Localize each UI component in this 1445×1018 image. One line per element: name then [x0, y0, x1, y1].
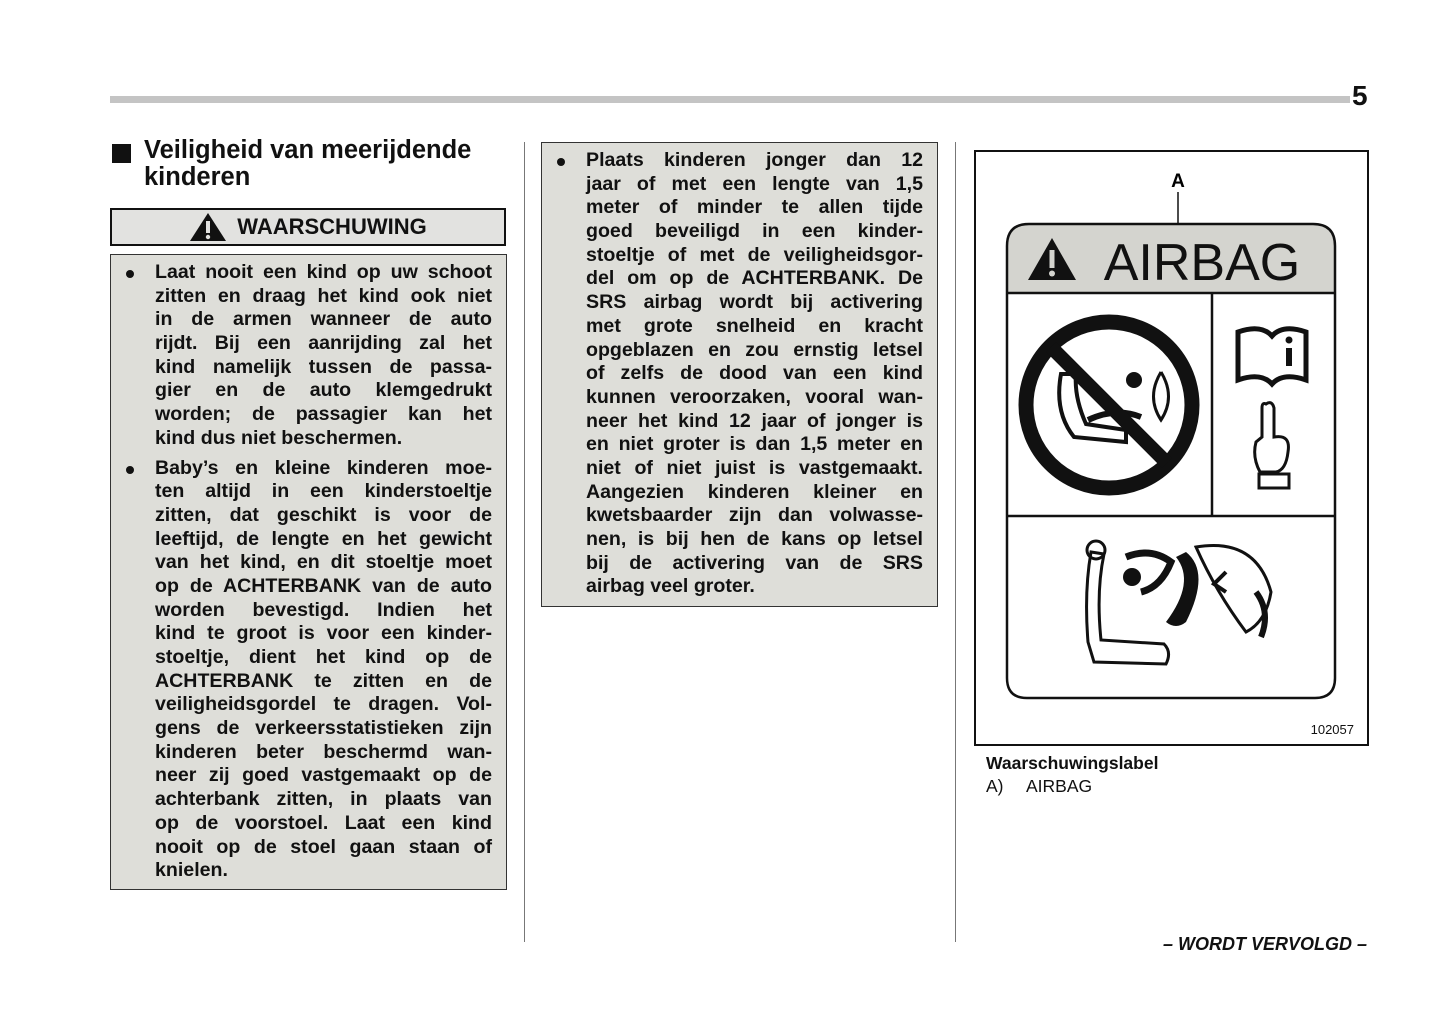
- text-line: ACHTERBANK te zitten en de: [155, 669, 492, 692]
- text-line: worden bevestigd. Indien het: [155, 598, 492, 621]
- text-line: Laat nooit een kind op uw schoot: [155, 261, 492, 283]
- text-line: kunnen veroorzaken, vooral wan-: [586, 385, 923, 408]
- text-line: neer zij goed vastgemaakt op de: [155, 764, 492, 787]
- text-line: kind te groot is voor een kinder-: [155, 622, 492, 645]
- text-line: goed beveiligd in een kinder-: [586, 220, 923, 243]
- callout-letter: A: [1171, 171, 1185, 192]
- text-line: nen, is bij hen de kans op letsel: [586, 528, 923, 550]
- text-line: op de ACHTERBANK van de auto: [155, 574, 492, 597]
- no-child-seat-icon: [1026, 322, 1192, 488]
- text-line: meter of minder te allen tijde: [586, 196, 923, 219]
- text-line: bij de activering van de SRS: [586, 551, 923, 574]
- text-line: achterbank zitten, in plaats van: [155, 788, 492, 811]
- text-line: Aangezien kinderen kleiner en: [586, 480, 923, 503]
- warning-triangle-icon: [189, 212, 227, 242]
- text-line: zitten, dat geschikt is voor de: [155, 503, 492, 526]
- text-line: stoeltje, dient het kind op de: [155, 646, 492, 668]
- bullet-icon: [126, 466, 134, 474]
- text-line: en niet groter is dan 1,5 meter en: [586, 433, 923, 456]
- bullet-icon: [126, 270, 134, 278]
- airbag-warning-figure: [974, 150, 1369, 746]
- text-line: niet of niet juist is vastgemaakt.: [586, 456, 923, 479]
- text-line: leeftijd, de lengte en het gewicht: [155, 527, 492, 550]
- header-rule: [110, 96, 1350, 103]
- section-title: Veiligheid van meerijdende kinderen: [144, 136, 472, 191]
- section-heading: [112, 137, 504, 191]
- text-line: nooit op de stoel gaan staan of: [155, 835, 492, 858]
- warning-box-continued: [541, 142, 938, 607]
- caption-item: [986, 775, 1158, 798]
- text-line: kind namelijk tussen de passa-: [155, 355, 492, 378]
- bullet-icon: [557, 158, 565, 166]
- square-bullet-icon: [112, 144, 131, 163]
- text-line: of zelfs de dood van een kind: [586, 362, 923, 385]
- figure-caption: [986, 752, 1158, 798]
- continued-footer: – WORDT VERVOLGD –: [1162, 934, 1367, 954]
- airbag-label-title: AIRBAG: [1103, 234, 1301, 292]
- text-line: jaar of met een lengte van 1,5: [586, 172, 923, 195]
- text-line: opgeblazen en zou ernstig letsel: [586, 338, 923, 361]
- text-line: Plaats kinderen jonger dan 12: [586, 149, 923, 171]
- text-line: van het kind, en dit stoeltje moet: [155, 551, 492, 574]
- text-line: rijdt. Bij een aanrijding zal het: [155, 332, 492, 355]
- page-number: 5: [1352, 80, 1368, 111]
- airbag-deployment-icon: [1087, 541, 1271, 664]
- text-line: SRS airbag wordt bij activering: [586, 291, 923, 314]
- warning-title: WAARSCHUWING: [237, 214, 427, 239]
- bullet-paragraph: [542, 149, 923, 599]
- airbag-label-illustration: [976, 152, 1367, 744]
- text-line: knielen.: [155, 859, 228, 882]
- figure-id: 102057: [1310, 722, 1354, 737]
- text-line: airbag veel groter.: [586, 575, 755, 598]
- bullet-paragraph: [111, 261, 492, 451]
- text-line: in de armen wanneer de auto: [155, 308, 492, 331]
- text-line: worden; de passagier kan het: [155, 403, 492, 426]
- warning-box-left: [110, 254, 507, 890]
- text-line: zitten en draag het kind ook niet: [155, 284, 492, 307]
- text-line: Baby’s en kleine kinderen moe-: [155, 456, 492, 479]
- text-line: kinderen beter beschermd wan-: [155, 740, 492, 763]
- caption-title: Waarschuwingslabel: [986, 753, 1159, 773]
- text-line: neer het kind 12 jaar of jonger is: [586, 409, 923, 432]
- text-line: op de voorstoel. Laat een kind: [155, 811, 492, 834]
- caption-item-key: A): [986, 776, 1004, 796]
- read-manual-icon: [1238, 329, 1306, 384]
- text-line: kwetsbaarder zijn dan volwasse-: [586, 504, 923, 527]
- caption-item-text: AIRBAG: [1026, 776, 1093, 796]
- pointing-finger-icon: [1255, 403, 1289, 488]
- column-divider: [524, 142, 525, 942]
- text-line: met grote snelheid en kracht: [586, 314, 923, 337]
- text-line: kind dus niet beschermen.: [155, 426, 403, 449]
- warning-header: [110, 208, 506, 246]
- bullet-paragraph: [111, 457, 492, 883]
- text-line: gens de verkeersstatistieken zijn: [155, 717, 492, 740]
- text-line: ten altijd in een kinderstoeltje: [155, 480, 492, 503]
- column-divider: [955, 142, 956, 942]
- text-line: stoeltje of met de veiligheidsgor-: [586, 243, 923, 266]
- text-line: del om op de ACHTERBANK. De: [586, 267, 923, 290]
- text-line: veiligheidsgordel te dragen. Vol-: [155, 693, 492, 716]
- text-line: gier en de auto klemgedrukt: [155, 379, 492, 402]
